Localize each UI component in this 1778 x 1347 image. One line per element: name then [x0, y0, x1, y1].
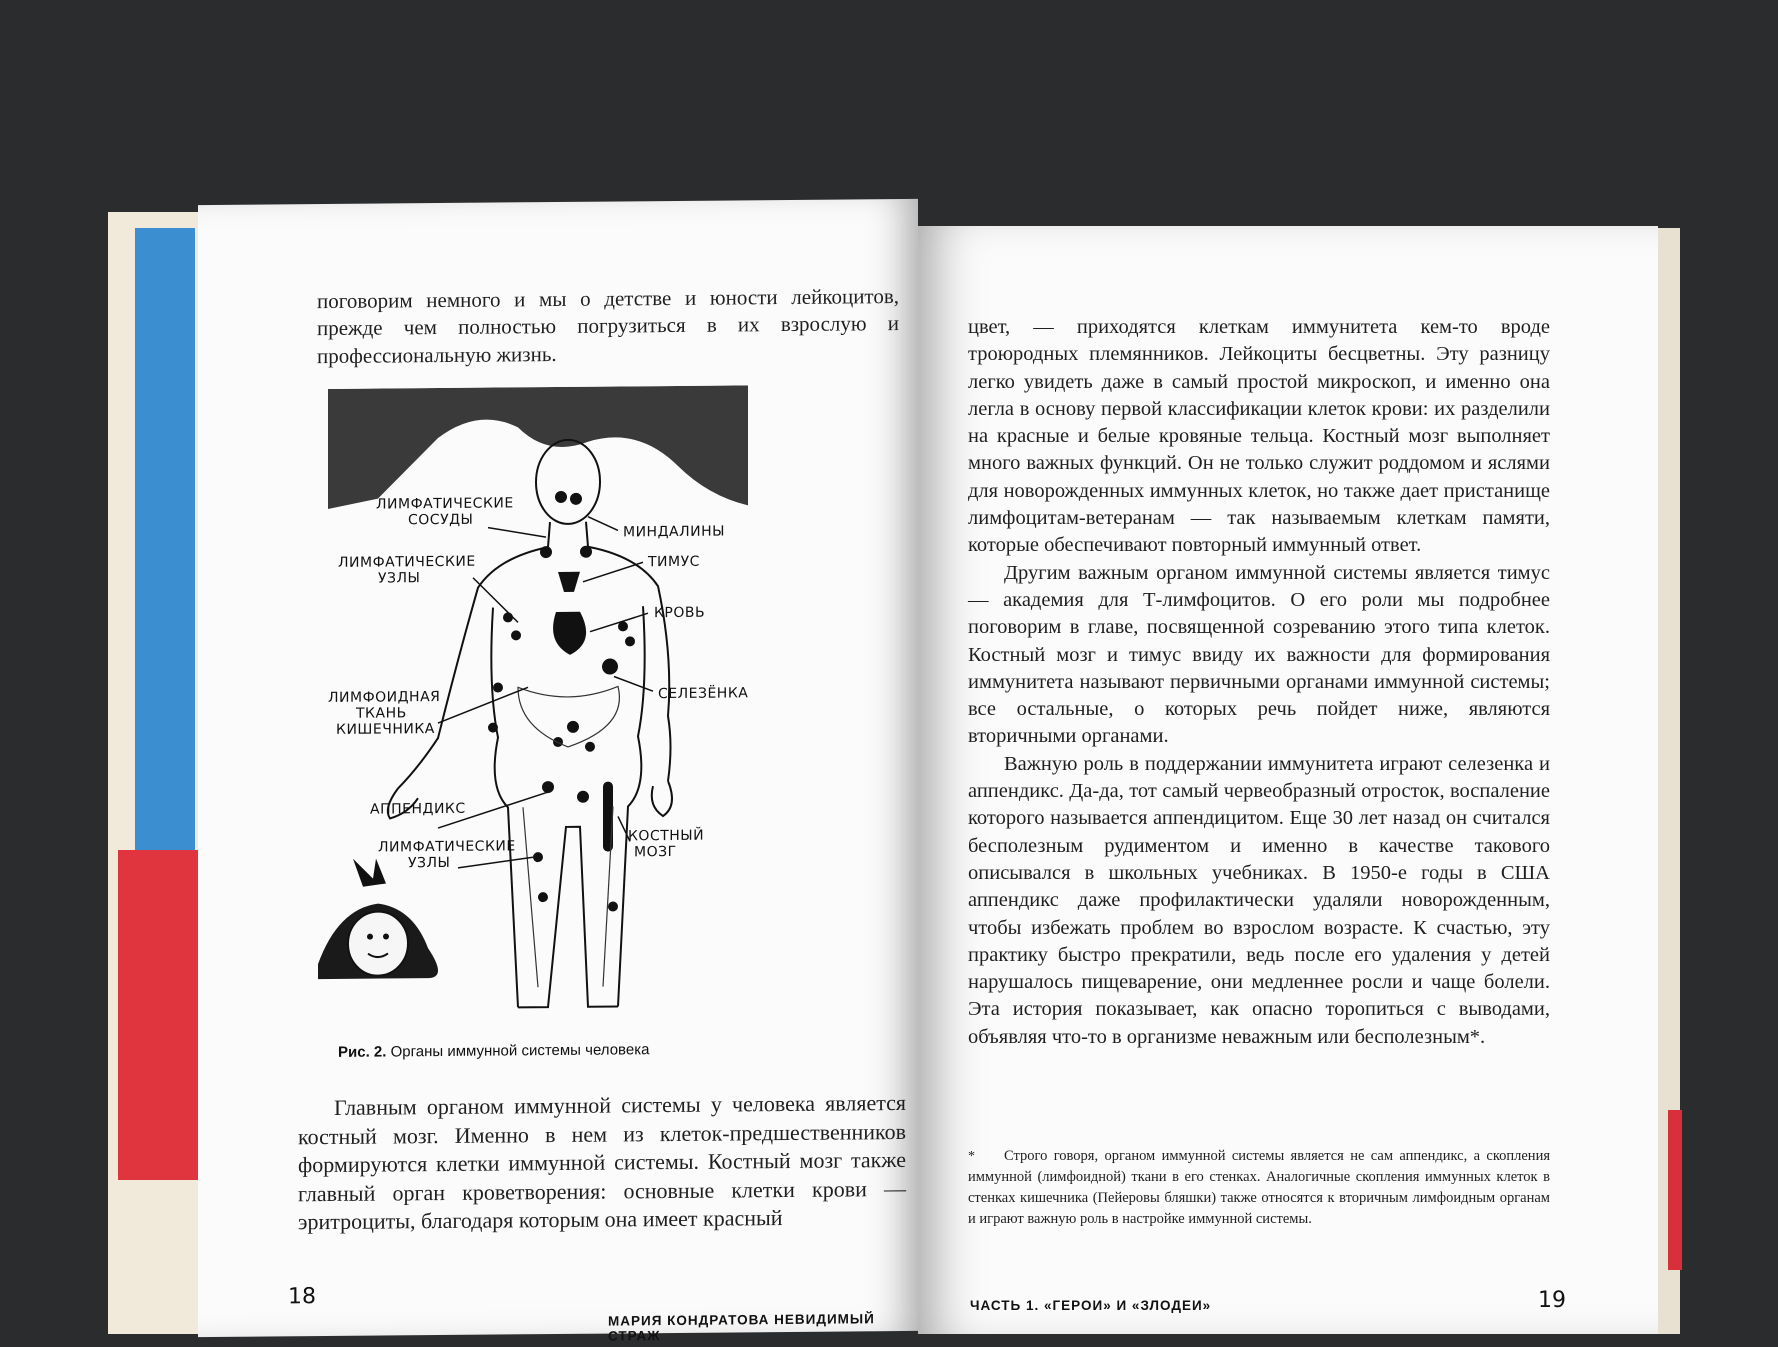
- label-blood: КРОВЬ: [654, 604, 706, 622]
- footnote-mark: *: [968, 1149, 975, 1164]
- left-running-title: МАРИЯ КОНДРАТОВА НЕВИДИМЫЙ СТРАЖ: [608, 1311, 875, 1344]
- left-top-text: поговорим немного и мы о детстве и юности лейкоцитов, прежде чем полностью погрузиться в их взрослую и профессиональную жизнь.: [317, 284, 899, 368]
- right-page-number: 19: [1538, 1288, 1566, 1313]
- right-paragraph-1: цвет, — приходятся клеткам иммунитета кем-то вроде троюродных племянников. Лейкоциты бесцветны. Эту разницу легко увидеть даже в самый простой микроскоп, и именно она легла в основу первой классификации клеток крови: их разделили на красные и белые кровяные тельца. Костный мозг выполняет много важных функций. Он не только служит роддомом и яслями для новорожденных иммунных клеток, но также дает пристанище лимфоцитам-ветеранам — так называемым клеткам памяти, которые обеспечивают повторный иммунный ответ.: [968, 316, 1550, 557]
- footnote: [968, 1146, 1550, 1230]
- immune-system-figure: [318, 385, 838, 1040]
- right-paragraph-2: Другим важным органом иммунной системы является тимус — академия для Т-лимфоцитов. О его роли мы подробнее поговорим в главе, посвященной созреванию этого типа клеток. Костный мозг и тимус ввиду их важности для формирования иммунитета называют первичными органами иммунной системы; все остальные, о которых речь пойдет ниже, являются вторичными органами.: [968, 561, 1550, 748]
- cartoon-character: [318, 858, 438, 979]
- right-running-title: ЧАСТЬ 1. «ГЕРОИ» И «ЗЛОДЕИ»: [970, 1298, 1212, 1313]
- label-lymph-vessels: ЛИМФАТИЧЕСКИЕ СОСУДЫ: [376, 495, 514, 529]
- book-cover-red-stripe: [118, 850, 198, 1180]
- right-page: [918, 226, 1658, 1334]
- label-thymus: ТИМУС: [648, 553, 700, 571]
- figure-caption-text: Органы иммунной системы человека: [390, 1041, 650, 1061]
- footnote-text: Строго говоря, органом иммунной системы является не сам аппендикс, а скопления иммунной (лимфоидной) ткани в его стенках. Аналогичные скопления иммунных клеток в стенках кишечника (Пейеровы бляшки) также относятся к вторичным лимфоидным органам и играют важную роль в настройке иммунной системы.: [968, 1148, 1550, 1227]
- book-back-cover-red-mark: [1668, 1110, 1682, 1270]
- label-tonsils: МИНДАЛИНЫ: [623, 523, 725, 541]
- figure-caption: [338, 1039, 878, 1061]
- right-body: [968, 314, 1550, 1051]
- label-bone-marrow: КОСТНЫЙ МОЗГ: [628, 827, 705, 861]
- left-bottom-text: Главным органом иммунной системы у человека является костный мозг. Именно в нем из клеток-предшественников формируются клетки иммунной системы. Костный мозг также главный орган кроветворения: основные клетки крови — эритроциты, благодаря которым она имеет красный: [298, 1089, 906, 1235]
- label-lymph-nodes-lower: ЛИМФАТИЧЕСКИЕ УЗЛЫ: [378, 838, 516, 872]
- immune-system-illustration: [318, 385, 838, 1040]
- label-gut-tissue: ЛИМФОИДНАЯ ТКАНЬ КИШЕЧНИКА: [328, 689, 441, 738]
- left-page: [198, 199, 918, 1344]
- left-bottom-paragraph: [298, 1089, 906, 1237]
- figure-caption-prefix: Рис. 2.: [338, 1043, 387, 1061]
- left-page-number: 18: [288, 1284, 316, 1310]
- label-lymph-nodes-upper: ЛИМФАТИЧЕСКИЕ УЗЛЫ: [338, 553, 476, 587]
- right-paragraph-3: Важную роль в поддержании иммунитета играют селезенка и аппендикс. Да-да, тот самый червеобразный отросток, воспаление которого называется аппендицитом. Еще 30 лет назад он считался бесполезным рудиментом и именно в качестве такового описывался в школьных учебниках. В 1950-е годы в США аппендикс даже профилактически удаляли новорожденным, чтобы избежать проблем во взрослом возрасте. К счастью, эту практику быстро прекратили, ведь после его удаления у детей нарушалось пищеварение, они медленнее росли и чаще болели. Эта история показывает, как опасно торопиться с выводами, объявляя что-то в организме неважным или бесполезным*.: [968, 752, 1550, 1048]
- label-appendix: АППЕНДИКС: [370, 800, 466, 818]
- label-spleen: СЕЛЕЗЁНКА: [658, 685, 749, 703]
- left-top-paragraph: [317, 283, 899, 370]
